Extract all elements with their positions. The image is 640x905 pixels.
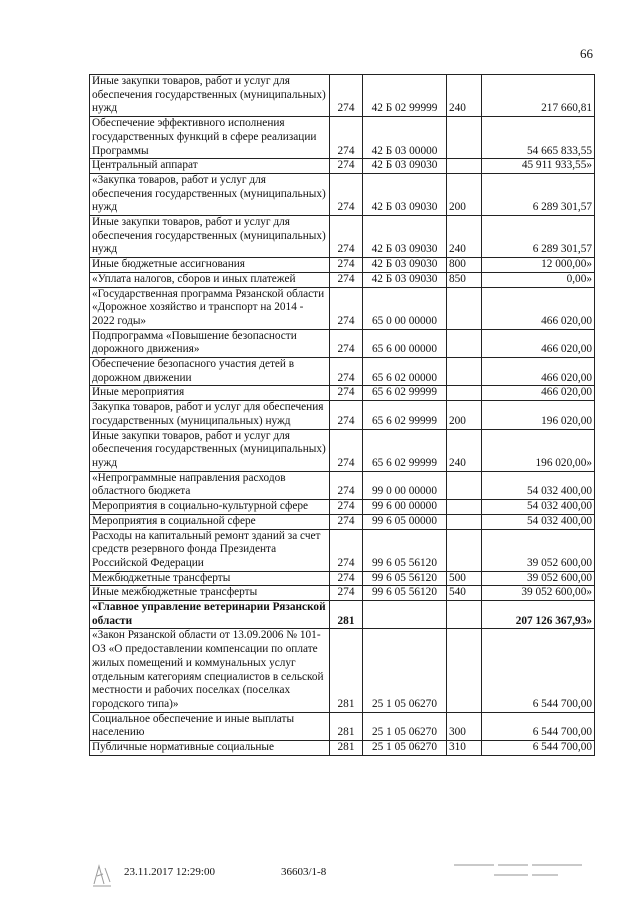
cell-csr: 99 6 05 56120 <box>363 529 447 571</box>
cell-sum: 207 126 367,93» <box>482 601 595 629</box>
cell-sum: 39 052 600,00» <box>482 586 595 601</box>
cell-vr: 310 <box>447 741 482 756</box>
table-row <box>90 514 595 529</box>
cell-name: Иные межбюджетные трансферты <box>90 586 330 601</box>
cell-name: Социальное обеспечение и иные выплаты населению <box>90 712 330 740</box>
cell-name: Иные бюджетные ассигнования <box>90 258 330 273</box>
cell-sum: 54 032 400,00 <box>482 514 595 529</box>
cell-code: 274 <box>330 287 363 329</box>
cell-code: 274 <box>330 159 363 174</box>
cell-csr: 25 1 05 06270 <box>363 741 447 756</box>
cell-csr: 65 6 02 99999 <box>363 401 447 429</box>
cell-name: «Закон Рязанской области от 13.09.2006 № 101-ОЗ «О предоставлении компенсации по оплате жилых помещений и коммунальных услуг отдельным категориям специалистов в сельской местности и рабочих поселках (поселках городского типа)» <box>90 629 330 712</box>
cell-name: Подпрограмма «Повышение безопасности дорожного движения» <box>90 329 330 357</box>
cell-name: «Закупка товаров, работ и услуг для обеспечения государственных (муниципальных) нужд <box>90 173 330 215</box>
table-row <box>90 629 595 712</box>
cell-vr <box>447 529 482 571</box>
table-row <box>90 75 595 117</box>
cell-name: «Главное управление ветеринарии Рязанской области <box>90 601 330 629</box>
cell-csr: 42 Б 03 09030 <box>363 272 447 287</box>
footer-document-id: 36603/1-8 <box>281 866 327 878</box>
page-number: 66 <box>580 46 593 61</box>
cell-sum: 0,00» <box>482 272 595 287</box>
cell-code: 274 <box>330 529 363 571</box>
cell-sum: 466 020,00 <box>482 386 595 401</box>
cell-vr: 240 <box>447 216 482 258</box>
cell-vr <box>447 386 482 401</box>
scan-mark-icon <box>91 860 113 888</box>
cell-sum: 6 544 700,00 <box>482 712 595 740</box>
cell-name: Обеспечение безопасного участия детей в дорожном движении <box>90 358 330 386</box>
table-row <box>90 529 595 571</box>
table-row <box>90 500 595 515</box>
cell-csr: 99 6 05 00000 <box>363 514 447 529</box>
cell-code: 274 <box>330 173 363 215</box>
cell-code: 274 <box>330 329 363 357</box>
table-row <box>90 571 595 586</box>
cell-sum: 466 020,00 <box>482 358 595 386</box>
table-row <box>90 712 595 740</box>
footer-timestamp: 23.11.2017 12:29:00 <box>124 866 215 878</box>
table-row <box>90 287 595 329</box>
cell-vr: 540 <box>447 586 482 601</box>
table-row <box>90 358 595 386</box>
cell-name: «Непрограммные направления расходов областного бюджета <box>90 471 330 499</box>
cell-csr: 42 Б 03 09030 <box>363 159 447 174</box>
cell-vr <box>447 329 482 357</box>
table-row <box>90 117 595 159</box>
cell-name: Обеспечение эффективного исполнения государственных функций в сфере реализации Программы <box>90 117 330 159</box>
cell-vr: 800 <box>447 258 482 273</box>
cell-sum: 466 020,00 <box>482 329 595 357</box>
table-row <box>90 741 595 756</box>
cell-vr: 200 <box>447 401 482 429</box>
cell-csr: 42 Б 03 09030 <box>363 173 447 215</box>
cell-sum: 6 544 700,00 <box>482 741 595 756</box>
cell-name: «Государственная программа Рязанской области «Дорожное хозяйство и транспорт на 2014 - 2022 годы» <box>90 287 330 329</box>
cell-vr: 300 <box>447 712 482 740</box>
cell-csr: 99 6 05 56120 <box>363 586 447 601</box>
cell-sum: 6 289 301,57 <box>482 216 595 258</box>
cell-code: 274 <box>330 514 363 529</box>
cell-code: 274 <box>330 429 363 471</box>
cell-code: 281 <box>330 712 363 740</box>
cell-code: 274 <box>330 117 363 159</box>
cell-code: 274 <box>330 386 363 401</box>
table-row <box>90 159 595 174</box>
cell-csr: 42 Б 03 09030 <box>363 258 447 273</box>
cell-code: 281 <box>330 741 363 756</box>
cell-vr <box>447 159 482 174</box>
cell-sum: 217 660,81 <box>482 75 595 117</box>
cell-code: 274 <box>330 586 363 601</box>
table-row <box>90 386 595 401</box>
cell-csr: 25 1 05 06270 <box>363 629 447 712</box>
cell-sum: 54 032 400,00 <box>482 471 595 499</box>
cell-name: Расходы на капитальный ремонт зданий за счет средств резервного фонда Президента Российской Федерации <box>90 529 330 571</box>
table-row <box>90 329 595 357</box>
cell-csr: 42 Б 03 09030 <box>363 216 447 258</box>
cell-vr <box>447 601 482 629</box>
cell-code: 274 <box>330 272 363 287</box>
table-row <box>90 272 595 287</box>
table-row <box>90 216 595 258</box>
cell-vr <box>447 117 482 159</box>
cell-csr: 99 6 05 56120 <box>363 571 447 586</box>
cell-sum: 39 052 600,00 <box>482 529 595 571</box>
cell-vr <box>447 287 482 329</box>
budget-table <box>89 74 595 756</box>
cell-vr <box>447 500 482 515</box>
cell-vr: 850 <box>447 272 482 287</box>
cell-sum: 54 665 833,55 <box>482 117 595 159</box>
cell-code: 274 <box>330 571 363 586</box>
cell-vr <box>447 471 482 499</box>
cell-name: Иные закупки товаров, работ и услуг для обеспечения государственных (муниципальных) нужд <box>90 75 330 117</box>
cell-csr: 65 6 00 00000 <box>363 329 447 357</box>
cell-csr <box>363 601 447 629</box>
cell-csr: 65 6 02 99999 <box>363 386 447 401</box>
cell-code: 274 <box>330 471 363 499</box>
cell-csr: 65 6 02 99999 <box>363 429 447 471</box>
table-row <box>90 601 595 629</box>
cell-vr: 240 <box>447 429 482 471</box>
faint-stamp-icon <box>454 862 586 882</box>
cell-code: 274 <box>330 75 363 117</box>
table-row <box>90 401 595 429</box>
cell-code: 274 <box>330 500 363 515</box>
cell-code: 281 <box>330 601 363 629</box>
cell-name: Иные закупки товаров, работ и услуг для обеспечения государственных (муниципальных) нужд <box>90 216 330 258</box>
table-row <box>90 586 595 601</box>
table-row <box>90 471 595 499</box>
cell-csr: 42 Б 02 99999 <box>363 75 447 117</box>
table-row <box>90 429 595 471</box>
cell-csr: 25 1 05 06270 <box>363 712 447 740</box>
table-row <box>90 173 595 215</box>
cell-vr <box>447 629 482 712</box>
cell-csr: 65 0 00 00000 <box>363 287 447 329</box>
cell-code: 274 <box>330 258 363 273</box>
cell-name: Межбюджетные трансферты <box>90 571 330 586</box>
cell-code: 274 <box>330 216 363 258</box>
cell-vr <box>447 358 482 386</box>
cell-name: Мероприятия в социальной сфере <box>90 514 330 529</box>
cell-sum: 196 020,00 <box>482 401 595 429</box>
cell-sum: 54 032 400,00 <box>482 500 595 515</box>
cell-sum: 39 052 600,00 <box>482 571 595 586</box>
cell-sum: 196 020,00» <box>482 429 595 471</box>
cell-name: «Уплата налогов, сборов и иных платежей <box>90 272 330 287</box>
cell-name: Иные мероприятия <box>90 386 330 401</box>
cell-name: Закупка товаров, работ и услуг для обеспечения государственных (муниципальных) нужд <box>90 401 330 429</box>
cell-vr: 240 <box>447 75 482 117</box>
cell-csr: 65 6 02 00000 <box>363 358 447 386</box>
cell-code: 274 <box>330 358 363 386</box>
cell-sum: 466 020,00 <box>482 287 595 329</box>
cell-name: Мероприятия в социально-культурной сфере <box>90 500 330 515</box>
table-row <box>90 258 595 273</box>
cell-name: Публичные нормативные социальные <box>90 741 330 756</box>
cell-name: Иные закупки товаров, работ и услуг для обеспечения государственных (муниципальных) нужд <box>90 429 330 471</box>
cell-sum: 12 000,00» <box>482 258 595 273</box>
cell-name: Центральный аппарат <box>90 159 330 174</box>
cell-vr: 200 <box>447 173 482 215</box>
cell-code: 274 <box>330 401 363 429</box>
cell-code: 281 <box>330 629 363 712</box>
cell-csr: 99 0 00 00000 <box>363 471 447 499</box>
cell-vr: 500 <box>447 571 482 586</box>
cell-csr: 42 Б 03 00000 <box>363 117 447 159</box>
cell-csr: 99 6 00 00000 <box>363 500 447 515</box>
cell-sum: 6 544 700,00 <box>482 629 595 712</box>
cell-vr <box>447 514 482 529</box>
cell-sum: 45 911 933,55» <box>482 159 595 174</box>
cell-sum: 6 289 301,57 <box>482 173 595 215</box>
